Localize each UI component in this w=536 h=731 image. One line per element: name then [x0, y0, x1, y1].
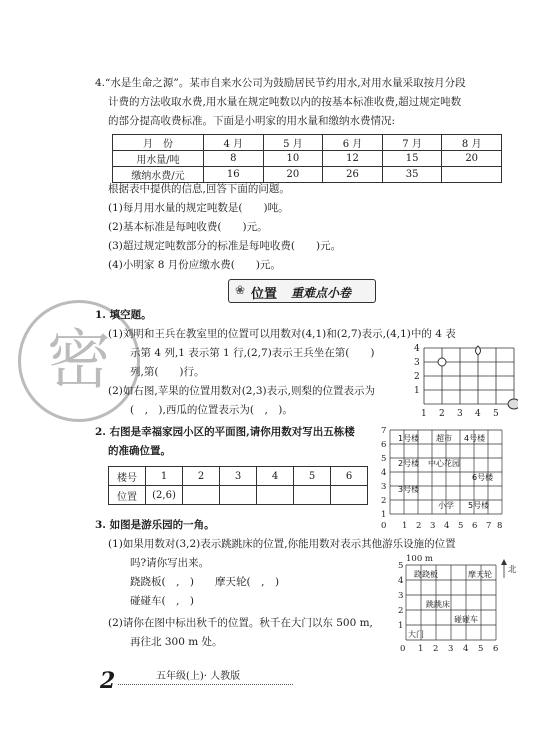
- grid-x-label: 1: [421, 409, 427, 419]
- q4-sub1: (1)每月用水量的规定吨数是( )吨。: [108, 202, 289, 214]
- x-tick: 3: [448, 644, 454, 654]
- cell: 6: [331, 467, 368, 486]
- cell: 用水量/吨: [113, 151, 204, 167]
- cell: 缴纳水费/元: [113, 167, 204, 183]
- th-apr: 4 月: [204, 135, 264, 151]
- grid-x-label: 2: [439, 409, 445, 419]
- building-table-row: [109, 486, 368, 505]
- cell: 4: [257, 467, 294, 486]
- s3-title: 3. 如图是游乐园的一角。: [95, 519, 215, 531]
- s1-p1c: 列,第( )行。: [130, 366, 205, 378]
- label-building-5: 5号楼: [468, 501, 490, 510]
- pear-icon: [476, 346, 481, 355]
- q4-sub2: (2)基本标准是每吨收费( )元。: [108, 221, 268, 233]
- answer-cell[interactable]: [294, 486, 331, 505]
- q4-intro: 根据表中提供的信息,回答下面的问题。: [108, 183, 290, 195]
- x-tick: 5: [458, 521, 464, 531]
- y-tick: 2: [398, 606, 404, 616]
- x-tick: 2: [433, 644, 439, 654]
- cell: 15: [382, 151, 442, 167]
- s3-p2b: 再往北 300 m 处。: [130, 636, 223, 648]
- y-tick: 1: [381, 510, 387, 520]
- y-tick: 4: [381, 468, 387, 478]
- north-arrow-icon: [501, 559, 507, 565]
- label-school: 小学: [438, 501, 454, 510]
- label-bumper-cars: 碰碰车: [454, 615, 478, 624]
- community-map: [378, 420, 504, 532]
- x-tick: 4: [463, 644, 469, 654]
- x-tick: 4: [444, 521, 450, 531]
- grid-y-label: 2: [414, 372, 420, 382]
- cell: 位置: [109, 486, 146, 505]
- s1-p2b: ( , ),西瓜的位置表示为( , )。: [130, 404, 293, 416]
- label-trampoline: 跳跳床: [426, 600, 450, 609]
- y-tick: 5: [381, 454, 387, 464]
- th-jun: 6 月: [323, 135, 383, 151]
- north-label: 北: [508, 565, 517, 575]
- label-main-gate: 大门: [408, 630, 424, 639]
- scale-label: 100 m: [406, 554, 433, 564]
- y-tick: 6: [381, 440, 387, 450]
- q4-line2: 计费的方法收取水费,用水量在规定吨数以内的按基本标准收费,超过规定吨数: [108, 96, 462, 108]
- s2-title2: 的准确位置。: [108, 445, 171, 457]
- water-table-header: [113, 135, 502, 151]
- cell: 35: [382, 167, 442, 183]
- y-tick: 3: [398, 591, 404, 601]
- grid-x-label: 4: [475, 409, 481, 419]
- banner-title: 位置: [251, 287, 278, 302]
- cell: 3: [220, 467, 257, 486]
- grid-y-label: 1: [414, 386, 420, 396]
- apple-icon: [438, 358, 446, 366]
- leaf-icon: ❀: [235, 283, 246, 297]
- grid-y-label: 4: [414, 344, 420, 354]
- y-tick: 4: [398, 576, 404, 586]
- cell: 16: [204, 167, 264, 183]
- answer-cell[interactable]: [257, 486, 294, 505]
- x-tick: 2: [416, 521, 422, 531]
- watermelon-icon: [508, 399, 518, 409]
- water-table-row: [113, 167, 502, 183]
- x-tick: 1: [402, 521, 408, 531]
- cell: 20: [263, 167, 323, 183]
- fruit-grid: [414, 344, 518, 420]
- s1-p1a: (1)刘明和王兵在教室里的位置可以用数对(4,1)和(2,7)表示,(4,1)中的 4 表: [108, 328, 456, 340]
- answer-cell[interactable]: [183, 486, 220, 505]
- page-number: 2: [100, 668, 116, 694]
- footer-text: 五年级(上)· 人教版: [156, 671, 241, 682]
- label-central-garden: 中心花园: [428, 459, 460, 468]
- x-tick: 1: [418, 644, 424, 654]
- x-tick: 3: [430, 521, 436, 531]
- grid-y-label: 3: [414, 358, 420, 368]
- label-building-3: 3号楼: [398, 485, 420, 494]
- label-building-6: 6号楼: [472, 473, 494, 482]
- x-tick: 6: [472, 521, 478, 531]
- q4-sub4: (4)小明家 8 月份应缴水费( )元。: [108, 259, 281, 271]
- cell: 1: [146, 467, 183, 486]
- cell: 26: [323, 167, 383, 183]
- answer-cell[interactable]: [220, 486, 257, 505]
- water-table-row: [113, 151, 502, 167]
- x-tick: 6: [493, 644, 499, 654]
- th-jul: 7 月: [382, 135, 442, 151]
- q4-line3: 的部分提高收费标准。下面是小明家的用水量和缴纳水费情况:: [108, 115, 396, 127]
- s3-p2a: (2)请你在图中标出秋千的位置。秋千在大门以东 500 m,: [108, 617, 373, 629]
- label-building-4: 4号楼: [464, 434, 486, 443]
- s1-p2a: (2)如右图,苹果的位置用数对(2,3)表示,则梨的位置表示为: [108, 385, 375, 397]
- x-tick: 5: [478, 644, 484, 654]
- building-table: [108, 466, 368, 505]
- cell: 楼号: [109, 467, 146, 486]
- cell: 5: [294, 467, 331, 486]
- th-aug: 8 月: [442, 135, 502, 151]
- grid-x-label: 3: [457, 409, 463, 419]
- label-supermarket: 超市: [436, 434, 452, 443]
- s3-p1a: (1)如果用数对(3,2)表示跳跳床的位置,你能用数对表示其他游乐设施的位置: [108, 538, 456, 550]
- s1-title: 1. 填空题。: [95, 309, 152, 321]
- origin-tick: 0: [400, 644, 406, 654]
- seal-char: 密: [47, 324, 111, 398]
- label-ferris-wheel: 摩天轮: [468, 570, 492, 579]
- grid-x-label: 5: [493, 409, 499, 419]
- cell: 2: [183, 467, 220, 486]
- y-tick: 1: [398, 621, 404, 631]
- q4-line1: 4.“水是生命之源”。某市自来水公司为鼓励居民节约用水,对用水量采取按月分段: [95, 77, 466, 89]
- cell: 12: [323, 151, 383, 167]
- x-tick: 7: [486, 521, 492, 531]
- x-tick: 8: [497, 521, 503, 531]
- s2-title1: 2. 右图是幸福家园小区的平面图,请你用数对写出五栋楼: [95, 426, 355, 438]
- answer-cell[interactable]: [442, 167, 502, 183]
- y-tick: 2: [381, 496, 387, 506]
- q4-sub3: (3)超过规定吨数部分的标准是每吨收费( )元。: [108, 240, 342, 252]
- y-tick: 7: [381, 426, 387, 436]
- cell: 8: [204, 151, 264, 167]
- water-table: [112, 134, 502, 183]
- th-month: 月 份: [113, 135, 204, 151]
- th-may: 5 月: [263, 135, 323, 151]
- cell: 10: [263, 151, 323, 167]
- section-banner: [228, 279, 376, 303]
- s3-p1d: 碰碰车( , ): [130, 595, 195, 607]
- cell: 20: [442, 151, 502, 167]
- s1-p1b: 示第 4 列,1 表示第 1 行,(2,7)表示王兵坐在第( ): [130, 347, 375, 359]
- label-seesaw: 跷跷板: [414, 570, 438, 579]
- label-building-2: 2号楼: [398, 459, 420, 468]
- s3-p1c: 跷跷板( , ) 摩天轮( , ): [130, 576, 280, 588]
- y-tick: 3: [381, 482, 387, 492]
- banner-subtitle: 重难点小卷: [291, 286, 352, 300]
- label-building-1: 1号楼: [398, 434, 420, 443]
- park-map: [396, 552, 522, 664]
- answer-cell[interactable]: [331, 486, 368, 505]
- building-table-header: [109, 467, 368, 486]
- origin-tick: 0: [381, 521, 387, 531]
- cell: (2,6): [146, 486, 183, 505]
- y-tick: 5: [398, 561, 404, 571]
- s3-p1b: 吗?请你写出来。: [130, 557, 210, 569]
